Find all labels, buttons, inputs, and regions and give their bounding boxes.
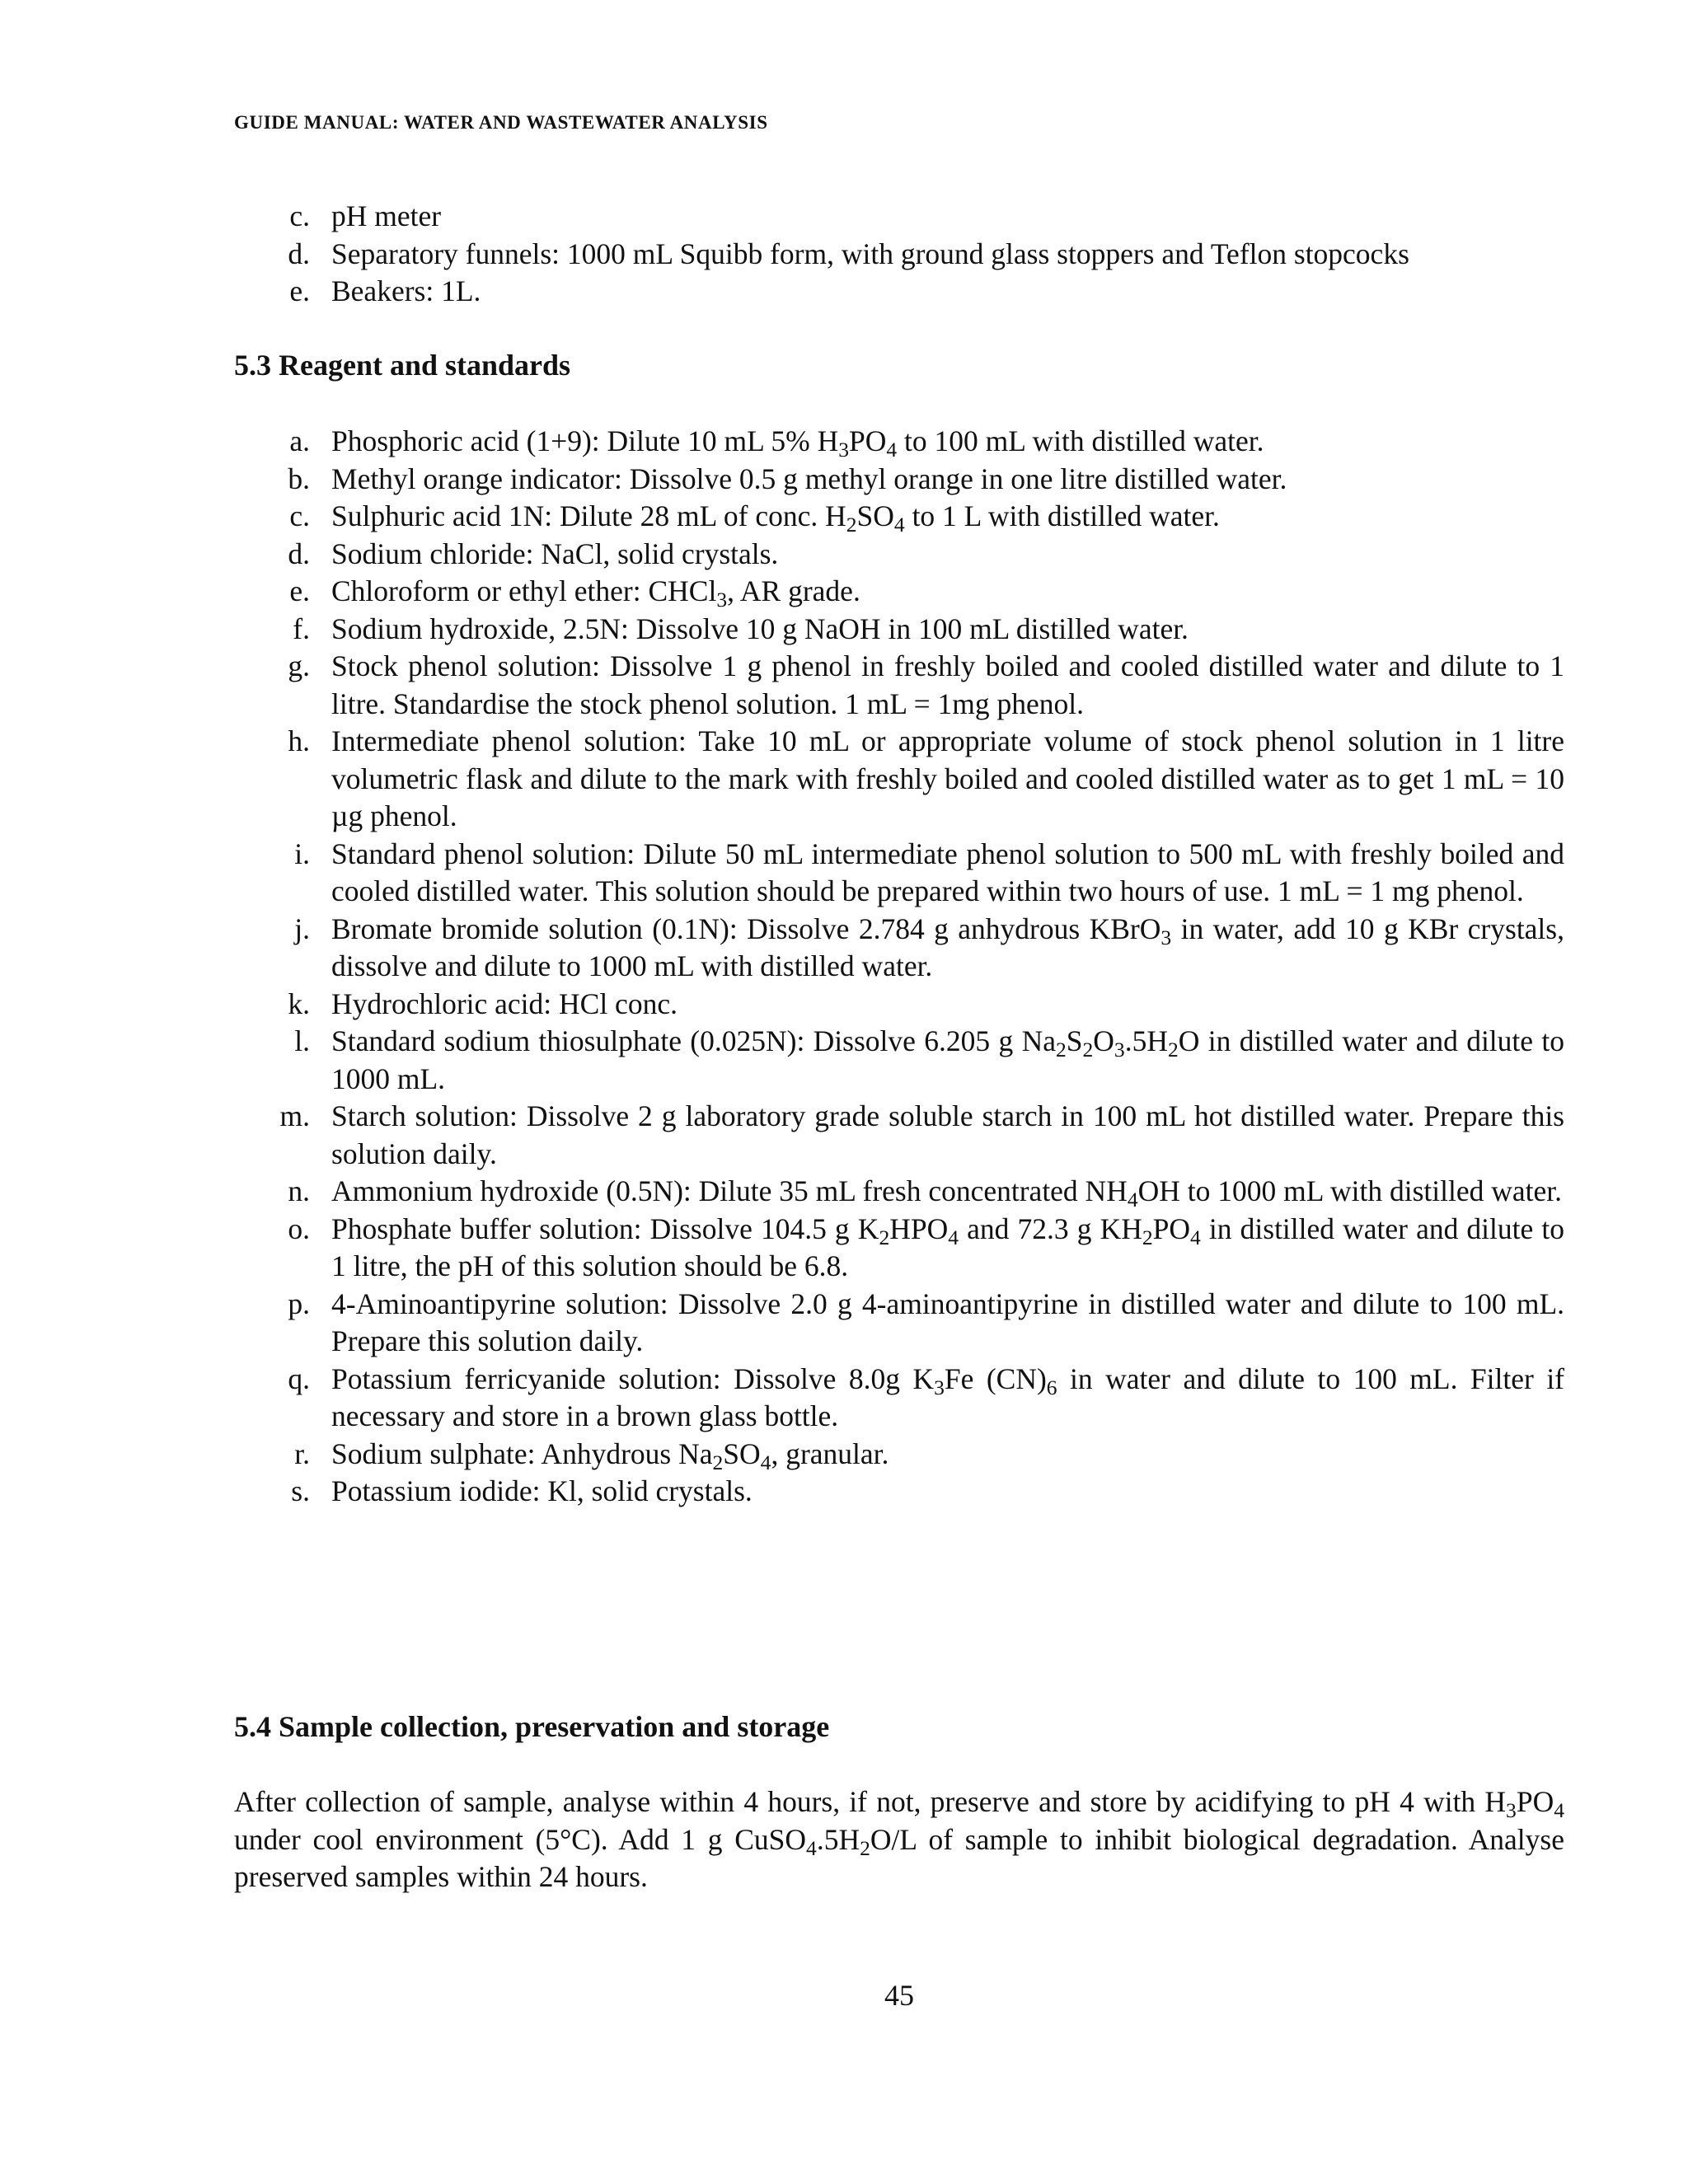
list-item xyxy=(234,611,1564,649)
page-number: 45 xyxy=(884,1979,914,2012)
list-item xyxy=(234,1286,1564,1361)
list-item xyxy=(234,986,1564,1024)
section-title-sample-collection: 5.4 Sample collection, preservation and storage xyxy=(234,1710,830,1743)
list-marker: s. xyxy=(291,1474,310,1507)
subscript: 6 xyxy=(1046,1375,1057,1399)
list-marker: g. xyxy=(288,649,310,682)
list-item-text: Beakers: 1L. xyxy=(331,274,481,307)
list-item xyxy=(234,1361,1564,1436)
running-header: GUIDE MANUAL: WATER AND WASTEWATER ANALYSIS xyxy=(234,112,768,133)
list-marker: l. xyxy=(294,1024,310,1057)
section-title-reagents: 5.3 Reagent and standards xyxy=(234,349,571,382)
list-item xyxy=(234,461,1564,499)
list-item xyxy=(234,1173,1564,1211)
list-item-text: Sodium sulphate: Anhydrous $Na_2SO_4$, granular. xyxy=(331,1436,889,1474)
list-item-text: Sodium hydroxide, 2.5N: Dissolve 10 g NaOH in 100 mL distilled water. xyxy=(331,612,1189,645)
subscript: 4 xyxy=(1190,1225,1201,1249)
subscript: 4 xyxy=(806,1835,817,1860)
list-item xyxy=(234,573,1564,611)
subscript: 2 xyxy=(1055,1038,1067,1062)
list-item xyxy=(234,911,1564,986)
list-item-text: 4-Aminoantipyrine solution: Dissolve 2.0 g 4-aminoantipyrine in distilled water and dilute to 100 mL. Prepare this solution daily. xyxy=(331,1286,1564,1357)
list-item xyxy=(234,648,1564,723)
list-item-text: Standard sodium thiosulphate (0.025N): Dissolve 6.205 g $Na_2S_2O_3.5H_2O$ in distilled water and dilute to 1000 mL. xyxy=(331,1024,1564,1095)
list-item-text: pH meter xyxy=(331,199,442,232)
list-item-text: Chloroform or ethyl ether: CHCl$_3$, AR grade. xyxy=(331,574,860,612)
list-item-text: Stock phenol solution: Dissolve 1 g phenol in freshly boiled and cooled distilled water and dilute to 1 litre. Standardise the stock phenol solution. 1 mL = 1mg phenol. xyxy=(331,649,1564,720)
list-marker: f. xyxy=(293,612,310,645)
list-marker: d. xyxy=(288,237,310,270)
subscript: 2 xyxy=(712,1450,724,1474)
list-marker: a. xyxy=(289,424,310,457)
subscript: 3 xyxy=(934,1375,945,1399)
list-item xyxy=(234,498,1564,536)
subscript: 4 xyxy=(948,1225,959,1249)
sample-collection-paragraph: After collection of sample, analyse within 4 hours, if not, preserve and store by acidifying to pH 4 with $H_3PO_4$ under cool environment (5°C). Add 1 g $CuSO_4.5H_2O/L$ of sample to inhibit biological degradation. Analyse preserved samples within 24 hours. xyxy=(234,1785,1564,1893)
subscript: 4 xyxy=(1554,1798,1564,1823)
list-item-text: Intermediate phenol solution: Take 10 mL or appropriate volume of stock phenol solution in 1 litre volumetric flask and dilute to the mark with freshly boiled and cooled distilled water as to get 1 mL = 10 µg phenol. xyxy=(331,724,1564,832)
list-marker: n. xyxy=(288,1174,310,1207)
list-marker: j. xyxy=(294,912,310,945)
subscript: 4 xyxy=(1127,1188,1138,1212)
list-marker: k. xyxy=(288,987,310,1020)
list-item-text: Separatory funnels: 1000 mL Squibb form, with ground glass stoppers and Teflon stopcocks xyxy=(331,237,1409,270)
subscript: 4 xyxy=(760,1450,771,1474)
subscript: 2 xyxy=(846,513,857,537)
list-marker: h. xyxy=(288,724,310,757)
list-marker: e. xyxy=(289,274,310,307)
subscript: 3 xyxy=(1506,1798,1517,1823)
list-item xyxy=(234,236,1564,274)
subscript: 2 xyxy=(1082,1038,1094,1062)
list-item xyxy=(234,273,1564,311)
list-item-text: Sulphuric acid 1N: Dilute 28 mL of conc. $H_2SO_4$ to 1 L with distilled water. xyxy=(331,499,1220,537)
list-marker: b. xyxy=(288,462,310,495)
subscript: 3 xyxy=(838,438,849,462)
subscript: 2 xyxy=(1167,1038,1179,1062)
list-marker: p. xyxy=(288,1286,310,1320)
list-item xyxy=(234,1098,1564,1173)
list-item-text: Phosphate buffer solution: Dissolve 104.5 g $K_2HPO_4$ and 72.3 g $KH_2PO_4$ in distilled water and dilute to 1 litre, the pH of this solution should be 6.8. xyxy=(331,1212,1564,1282)
list-item xyxy=(234,836,1564,911)
list-item xyxy=(234,1023,1564,1098)
list-item-text: Bromate bromide solution (0.1N): Dissolve 2.784 g anhydrous KBrO$_3$ in water, add 10 g KBr crystals, dissolve and dilute to 1000 mL with distilled water. xyxy=(331,912,1564,982)
list-item-text: Phosphoric acid (1+9): Dilute 10 mL 5% $H_3PO_4$ to 100 mL with distilled water. xyxy=(331,424,1264,462)
subscript: 3 xyxy=(1114,1038,1125,1062)
list-item xyxy=(234,1211,1564,1286)
list-item-text: Ammonium hydroxide (0.5N): Dilute 35 mL fresh concentrated $NH_4OH$ to 1000 mL with distilled water. xyxy=(331,1174,1562,1212)
subscript: 4 xyxy=(893,513,905,537)
list-marker: e. xyxy=(289,574,310,607)
list-item xyxy=(234,536,1564,574)
list-item-text: Starch solution: Dissolve 2 g laboratory grade soluble starch in 100 mL hot distilled water. Prepare this solution daily. xyxy=(331,1099,1564,1170)
subscript: 3 xyxy=(1160,925,1172,949)
list-marker: d. xyxy=(288,537,310,570)
list-marker: r. xyxy=(294,1436,310,1470)
list-marker: i. xyxy=(294,837,310,870)
subscript: 4 xyxy=(886,438,898,462)
list-item xyxy=(234,423,1564,461)
subscript: 2 xyxy=(879,1225,890,1249)
subscript: 2 xyxy=(1142,1225,1153,1249)
subscript: 3 xyxy=(716,588,728,612)
list-marker: o. xyxy=(288,1212,310,1245)
list-item xyxy=(234,1473,1564,1511)
list-item-text: Hydrochloric acid: HCl conc. xyxy=(331,987,678,1020)
list-item-text: Methyl orange indicator: Dissolve 0.5 g methyl orange in one litre distilled water. xyxy=(331,462,1287,495)
list-item-text: Standard phenol solution: Dilute 50 mL intermediate phenol solution to 500 mL with freshly boiled and cooled distilled water. This solution should be prepared within two hours of use. 1 mL = 1 mg phenol. xyxy=(331,837,1564,907)
list-item xyxy=(234,198,1564,236)
list-marker: c. xyxy=(289,199,310,232)
subscript: 2 xyxy=(860,1835,870,1860)
list-marker: m. xyxy=(279,1099,310,1132)
list-marker: q. xyxy=(288,1361,310,1395)
list-marker: c. xyxy=(289,499,310,532)
list-item-text: Potassium ferricyanide solution: Dissolve 8.0g $K_3Fe$ $(CN)_6$ in water and dilute to 100 mL. Filter if necessary and store in a brown glass bottle. xyxy=(331,1361,1564,1432)
apparatus-list xyxy=(234,198,1564,311)
list-item xyxy=(234,723,1564,836)
reagent-list xyxy=(234,423,1564,1511)
list-item-text: Potassium iodide: Kl, solid crystals. xyxy=(331,1474,753,1507)
list-item xyxy=(234,1436,1564,1474)
list-item-text: Sodium chloride: NaCl, solid crystals. xyxy=(331,537,779,570)
